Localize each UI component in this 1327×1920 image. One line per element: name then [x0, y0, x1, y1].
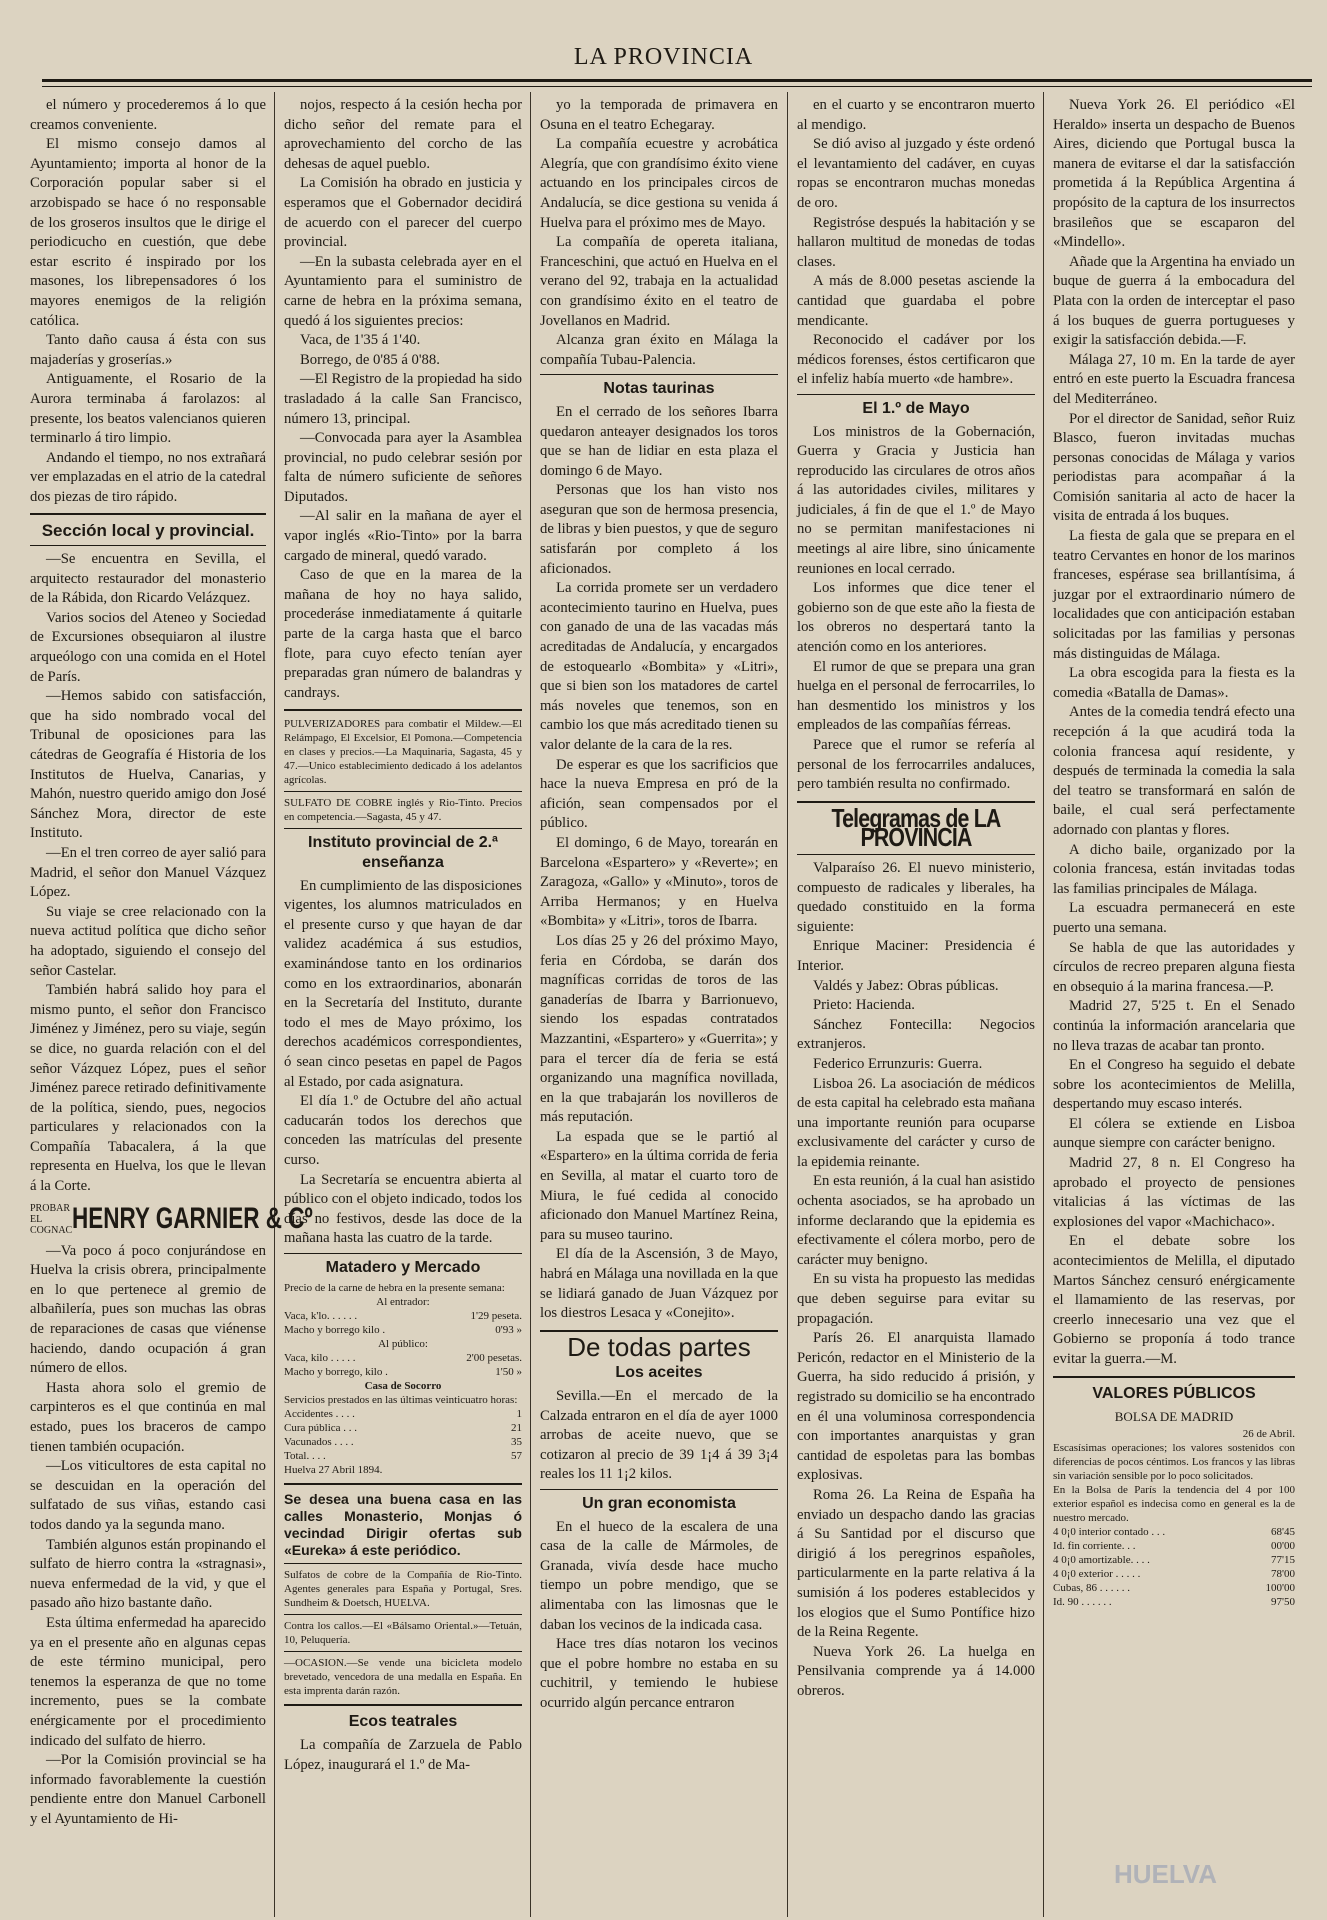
table-row — [284, 1323, 522, 1337]
article-text — [284, 96, 522, 703]
paragraph: Los días 25 y 26 del próximo Mayo, feria en Córdoba, se darán dos magníficas corridas de toros de las ganaderías de Ibarra y Barrionuevo, siendo los espadas contratados Mazzantini, «Espartero» y «Guerrita»; y para el tercer día de feria se está organizando una magnífica novillada, en la que trabajarán los novilleros de más reputación. — [540, 932, 778, 1126]
paragraph: Hasta ahora solo el gremio de carpinteros es el que continúa en mal estado, pues los braceros de campo tienen también ocupación. — [30, 1379, 266, 1455]
row-value: 00'00 — [1271, 1539, 1295, 1552]
paragraph: Reconocido el cadáver por los médicos forenses, éstos certificaron que el infeliz había muerto «de hambre». — [797, 332, 1035, 388]
paragraph: Borrego, de 0'85 á 0'88. — [300, 351, 440, 368]
paragraph: A más de 8.000 pesetas asciende la cantidad que guardaba el pobre mendicante. — [797, 273, 1035, 329]
table-row — [284, 1435, 522, 1449]
table-row — [284, 1407, 522, 1421]
table-row — [1053, 1553, 1295, 1567]
column-rule — [787, 92, 788, 1917]
article-text — [797, 859, 1035, 1702]
divider — [1053, 1376, 1295, 1378]
divider — [284, 1651, 522, 1652]
divider — [30, 513, 266, 515]
column-5 — [1053, 96, 1295, 1916]
row-label: Macho y borrego kilo . — [284, 1324, 386, 1337]
row-label: Accidentes . . . . — [284, 1408, 355, 1421]
column-4 — [797, 96, 1035, 1916]
paragraph: —Por la Comisión provincial se ha informado favorablemente la cuestión pendiente entre don Manuel Carbonell y el Ayuntamiento de Hi- — [30, 1752, 266, 1827]
ad-sulfatos: Sulfatos de cobre de la Compañía de Rio-Tinto. Agentes generales para España y Portugal, Sres. Sundheim & Doetsch, HUELVA. — [284, 1569, 522, 1610]
heading-aceites: Los aceites — [615, 1364, 703, 1382]
paragraph: Los informes que dice tener el gobierno son de que este año la fiesta de los obreros no despertará tanto la atención como en los anteriores. — [797, 580, 1035, 656]
paragraph: Registróse después la habitación y se hallaron multitud de monedas de todas clases. — [797, 214, 1035, 270]
divider — [284, 828, 522, 829]
table-row — [284, 1365, 522, 1379]
row-label: Vaca, kilo . . . . . — [284, 1352, 356, 1365]
socorro-list — [284, 1407, 522, 1449]
paragraph: Madrid 27, 8 n. El Congreso ha aprobado el proyecto de pensiones vitalicias á las víctimas de las explosiones del vapor «Machichaco». — [1053, 1155, 1295, 1230]
paragraph: —Hemos sabido con satisfacción, que ha sido nombrado vocal del Tribunal de oposiciones para las cátedras de Geografía é Historia de los Institutos de Huelva, Canarias, y Mahón, nuestro querido amigo don José Sánchez Mora, director de este Instituto. — [30, 688, 266, 842]
wanted-ad: Se desea una buena casa en las calles Monasterio, Monjas ó vecindad Dirigir ofertas sub «Eureka» á este periódico. — [284, 1491, 522, 1559]
table-row — [1053, 1525, 1295, 1539]
paragraph: Valdés y Jabez: Obras públicas. — [813, 977, 999, 994]
row-value: 77'15 — [1271, 1553, 1295, 1566]
paragraph: La espada que se le partió al «Espartero» en la última corrida de feria en Sevilla, al matar el cuarto toro de Miura, le fué cedida al conocido aficionado don Manuel Martínez Reina, para su museo taurino. — [540, 1128, 778, 1243]
paragraph: —Va poco á poco conjurándose en Huelva la crisis obrera, principalmente en lo que pertenece al gremio de albañilería, pues son muchas las obras de reparaciones de casas que viénense haciendo, dando ocupación á gran número de ellos. — [30, 1242, 266, 1377]
paragraph: El día 1.º de Octubre del año actual caducarán todos los derechos que conceden las matrículas del presente curso. — [284, 1093, 522, 1168]
heading-mayo: El 1.º de Mayo — [862, 399, 970, 417]
paragraph: Prieto: Hacienda. — [813, 997, 915, 1014]
paragraph: El mismo consejo damos al Ayuntamiento; importa al honor de la Corporación popular saber si el arzobispado se hace ó no responsable de los groseros insultos que le dirige el periodicucho en cuestión, que debe estar escrito é inspirado por los masones, los librepensadores ó los mayores enemigos de la religión católica. — [30, 136, 266, 329]
paragraph: Sevilla.—En el mercado de la Calzada entraron en el día de ayer 1000 arrobas de aceite nuevo, que se cotizaron al precio de 39 1¡4 á 39 3¡4 reales los 11 1¡2 kilos. — [540, 1388, 778, 1483]
paragraph: —Convocada para ayer la Asamblea provincial, no pudo celebrar sesión por falta de número suficiente de señores Diputados. — [284, 430, 522, 505]
divider — [284, 1253, 522, 1254]
heading-telegramas: Telegramas de LA PROVINCIA — [831, 802, 1001, 853]
article-text — [540, 1387, 778, 1485]
paragraph: Vaca, de 1'35 á 1'40. — [300, 332, 421, 349]
ad-ocasion: —OCASION.—Se vende una bicicleta modelo brevetado, vencedora de una medalla en España. En esta imprenta darán razón. — [284, 1657, 522, 1698]
paragraph: —Los viticultores de esta capital no se descuidan en la operación del sulfatado de sus viñas, estando casi todos dando ya la segunda mano. — [30, 1458, 266, 1533]
paragraph: El rumor de que se prepara una gran huelga en el personal de ferrocarriles, lo han desmentido los ministros y los empleados de las compañías férreas. — [797, 658, 1035, 734]
column-3 — [540, 96, 778, 1916]
ad-callos: Contra los callos.—El «Bálsamo Oriental.»—Tetuán, 10, Peluquería. — [284, 1620, 522, 1647]
heading-taurinas: Notas taurinas — [603, 380, 715, 398]
divider — [540, 1489, 778, 1490]
paragraph: Nueva York 26. La huelga en Pensilvania comprende ya á 14.000 obreros. — [797, 1643, 1035, 1699]
paragraph: nojos, respecto á la cesión hecha por dicho señor del remate para el aprovechamiento del corcho de las dehesas de aquel pueblo. — [284, 97, 522, 172]
paragraph: Antiguamente, el Rosario de la Aurora terminaba á farolazos: al presente, los beatos valencianos quieren terminarlo á tiro limpio. — [30, 371, 266, 447]
paragraph: Federico Errunzuris: Guerra. — [813, 1055, 983, 1072]
divider — [284, 1563, 522, 1564]
article-text — [284, 1736, 522, 1775]
row-value: 2'00 pesetas. — [466, 1352, 522, 1365]
ad-sulfato: SULFATO DE COBRE inglés y Rio-Tinto. Precios en competencia.—Sagasta, 45 y 47. — [284, 797, 522, 824]
paragraph: El cólera se extiende en Lisboa aunque siempre con carácter benigno. — [1053, 1115, 1295, 1152]
price-list — [284, 1309, 522, 1337]
row-value: 1'50 » — [495, 1366, 522, 1379]
paragraph: Se habla de que las autoridades y círculos de recreo preparen alguna fiesta en obsequio á la marina francesa.—P. — [1053, 939, 1295, 995]
article-text — [284, 877, 522, 1249]
paragraph: En el debate sobre los acontecimientos de Melilla, el diputado Martos Sánchez censuró enérgicamente el llamamiento de las reservas, por creerlo innecesario una vez que el Gobierno se proponía á todo trance evitar la guerra.—M. — [1053, 1233, 1295, 1367]
divider — [284, 1614, 522, 1615]
heading-todas-partes: De todas partes — [567, 1331, 751, 1362]
paragraph: En el Congreso ha seguido el debate sobre los acontecimientos de Melilla, despertando muy escaso interés. — [1053, 1057, 1295, 1113]
row-value: 35 — [511, 1436, 522, 1449]
paragraph: yo la temporada de primavera en Osuna en el teatro Echegaray. — [540, 97, 778, 133]
row-label: Cubas, 86 . . . . . . — [1053, 1581, 1130, 1594]
row-value: 68'45 — [1271, 1525, 1295, 1538]
row-label: Vaca, k'lo. . . . . . — [284, 1310, 358, 1323]
masthead: LA PROVINCIA — [573, 44, 754, 70]
paragraph: Por el director de Sanidad, señor Ruiz Blasco, fueron invitadas muchas personas conocidas de Málaga y varios periodistas para acompañar á la Comisión sanitaria al acto de hacer la visita de entrada á los buques. — [1053, 410, 1295, 525]
paragraph: Hace tres días notaron los vecinos que el pobre hombre no estaba en su cuchitril, y temiendo le hubiese ocurrido algún percance entraron — [540, 1636, 778, 1711]
row-value: 21 — [511, 1422, 522, 1435]
ad-pulverizadores: PULVERIZADORES para combatir el Mildew.—El Relámpago, El Excelsior, El Pomona.—Competencia en clases y precios.—La Maquinaria, Sagasta, 45 y 47.—Unico establecimiento dedicado á los adelantos agrícolas. — [284, 718, 522, 787]
heading-valores: VALORES PÚBLICOS — [1092, 1384, 1256, 1402]
paragraph: Sánchez Fontecilla: Negocios extranjeros. — [797, 1016, 1035, 1053]
section-title: Sección local y provincial. — [41, 521, 255, 541]
paragraph: Caso de que en la marea de la mañana de hoy no haya salido, procederáse inmediatamente á quitarle parte de la carga hasta que el barco flote, para cuyo efecto tenían ayer preparadas gran número de balandras y candrays. — [284, 567, 522, 701]
paragraph: Los ministros de la Gobernación, Guerra y Gracia y Justicia han reproducido las circulares de otros años á las autoridades civiles, militares y judiciales, á fin de que el 1.º de Mayo no se permitan manifestaciones ni meetings al aire libre, sino únicamente reuniones en local cerrado. — [797, 423, 1035, 577]
column-2 — [284, 96, 522, 1916]
paragraph: También algunos están propinando el sulfato de hierro contra la «stragnasi», nueva enfermedad de la vid, y que el pasado año hizo bastante daño. — [30, 1536, 266, 1612]
paragraph: La corrida promete ser un verdadero acontecimiento taurino en Huelva, pues con ganado de una de las vacadas más acreditadas de Andalucía, y encargados de estoquearlo «Bombita» y «Litri», que si bien son los matadores de cartel más noveles que tenemos, son en cambio los que más acreditado tienen su valor delante de la cara de la res. — [540, 580, 778, 753]
row-value: 78'00 — [1271, 1567, 1295, 1580]
paragraph: En el cerrado de los señores Ibarra quedaron anteayer designados los toros que se han de lidiar en esta plaza el domingo 6 de Mayo. — [540, 403, 778, 479]
cognac-ad — [30, 1202, 313, 1236]
row-value: 100'00 — [1265, 1581, 1295, 1594]
paragraph: Tanto daño causa á ésta con sus majaderías y groserías.» — [30, 332, 266, 368]
table-row — [284, 1421, 522, 1435]
row-label: 4 0¡0 amortizable. . . . — [1053, 1553, 1150, 1566]
divider — [284, 1704, 522, 1706]
paragraph: Esta última enfermedad ha aparecido ya en el presente año en algunas cepas de este término municipal, pero tenemos la esperanza de que no tome incremento, pues se la combate enérgicamente por el procedimiento indicado del sulfato de hierro. — [30, 1614, 266, 1749]
divider — [797, 854, 1035, 855]
table-row — [1053, 1567, 1295, 1581]
paragraph: En cumplimiento de las disposiciones vigentes, los alumnos matriculados en el presente curso y que hayan de dar validez académica á sus estudios, examinándose tanto en los ordinarios como en los extraordinarios, abonarán en la Secretaría del Instituto, durante todo el mes de Mayo próximo, los derechos académicos correspondientes, ó sean cinco pesetas en papel de Pagos al Estado, por cada asignatura. — [284, 877, 522, 1090]
article-text — [30, 550, 266, 1197]
paragraph: El día de la Ascensión, 3 de Mayo, habrá en Málaga una novillada en la que se lidiará ganado de Juan Vázquez por los diestros Lesaca y «Conejito». — [540, 1246, 778, 1322]
column-rule — [274, 92, 275, 1917]
paragraph: Varios socios del Ateneo y Sociedad de Excursiones obsequiaron al ilustre arqueólogo con una comida en el Hotel de París. — [30, 609, 266, 685]
paragraph: La compañía de opereta italiana, Franceschini, que actuó en Huelva en el verano del 92, trabaja en la actualidad con grandísimo éxito en el teatro de Jovellanos en Madrid. — [540, 234, 778, 329]
article-text — [540, 403, 778, 1324]
paragraph: Nueva York 26. El periódico «El Heraldo» inserta un despacho de Buenos Aires, diciendo que Portugal busca la manera de evitarse el dar la satisfacción prometida á la República Argentina á propósito de la captura de los insurrectos brasileños que se escaparon del «Mindello». — [1053, 97, 1295, 251]
paragraph: —En el tren correo de ayer salió para Madrid, el señor don Manuel Vázquez López. — [30, 844, 266, 901]
divider — [284, 709, 522, 711]
row-label: Cura pública . . . — [284, 1422, 358, 1435]
article-text — [30, 1242, 266, 1830]
row-label: 4 0¡0 interior contado . . . — [1053, 1525, 1166, 1538]
bolsa-rows — [1053, 1525, 1295, 1609]
paragraph: También habrá salido hoy para el mismo punto, el señor don Francisco Jiménez y Jiménez, pero su viaje, según se dice, no guarda relación con el del señor Vázquez López, pues el señor Jiménez parece retirado definitivamente de la política, siendo, pues, negocios particulares y relacionados con la Compañía Tabacalera, á la que representa en Huelva, los que le llevan á la Corte. — [30, 982, 266, 1195]
row-label: Id. fin corriente. . . — [1053, 1539, 1136, 1552]
article-text — [540, 96, 778, 370]
paragraph: La obra escogida para la fiesta es la comedia «Batalla de Damas». — [1053, 665, 1295, 701]
paragraph: En esta reunión, á la cual han asistido ochenta asociados, se ha aprobado un informe declarando que la epidemia es efectivamente el cólera morbo, pero de carácter muy benigno. — [797, 1173, 1035, 1268]
row-label: Macho y borrego, kilo . — [284, 1366, 388, 1379]
paragraph: En su vista ha propuesto las medidas que deben seguirse para evitar su propagación. — [797, 1271, 1035, 1327]
paragraph: el número y procederemos á lo que creamos conveniente. — [30, 97, 266, 133]
top-rule-thin — [42, 86, 1312, 87]
article-text — [1053, 96, 1295, 1370]
row-label: 4 0¡0 exterior . . . . . — [1053, 1567, 1141, 1580]
paragraph: La fiesta de gala que se prepara en el teatro Cervantes en honor de los marinos franceses, espérase sea brillantísima, á juzgar por el extraordinario número de localidades que con anticipación estaban solicitadas por las familias y personas más distinguidas de Málaga. — [1053, 528, 1295, 662]
table-row — [1053, 1539, 1295, 1553]
ad-brand: HENRY GARNIER & Cº — [72, 1202, 313, 1236]
paragraph: La Secretaría se encuentra abierta al público con el objeto indicado, todos los días no festivos, desde las doce de la mañana hasta las cuatro de la tarde. — [284, 1171, 522, 1247]
heading-economista: Un gran economista — [582, 1494, 736, 1512]
price-list — [284, 1351, 522, 1379]
column-rule — [1043, 92, 1044, 1917]
table-row — [284, 1351, 522, 1365]
paragraph: La compañía ecuestre y acrobática Alegría, que con grandísimo éxito viene actuando en los principales circos de Andalucía, se dice gestiona su venida á Huelva para el próximo mes de Mayo. — [540, 136, 778, 231]
row-value: 0'93 » — [495, 1324, 522, 1337]
paragraph: Añade que la Argentina ha enviado un buque de guerra á la embocadura del Plata con la orden de interceptar el paso á los buques de guerra portugueses y exigir la satisfacción debida.—F. — [1053, 253, 1295, 349]
heading-bolsa: BOLSA DE MADRID — [1114, 1409, 1234, 1425]
paragraph: Madrid 27, 5'25 t. En el Senado continúa la información arancelaria que no lleva trazas de acabar tan pronto. — [1053, 998, 1295, 1054]
divider — [284, 1483, 522, 1485]
divider — [284, 791, 522, 792]
row-value: 1'29 peseta. — [470, 1310, 522, 1323]
paragraph: París 26. El anarquista llamado Pericón, redactor en el Ministerio de la Guerra, ha sido reducido á prisión, y registrado su domicilio se ha encontrado en él una voluminosa correspondencia con importantes anarquistas y gran cantidad de espoletas para las bombas explosivas. — [797, 1330, 1035, 1484]
paragraph: De esperar es que los sacrificios que hace la nueva Empresa en pró de la afición, sean compensados por el público. — [540, 756, 778, 832]
divider — [797, 394, 1035, 395]
heading-matadero: Matadero y Mercado — [325, 1258, 481, 1276]
bolsa-table: 26 de Abril. Escasísimas operaciones; los valores sostenidos con diferencias de pocos céntimos. Los francos y las libras sin variación sensible por lo poco solicitados. En la Bolsa de París la tendencia del 4 por 100 exterior español es indecisa como en general es la de nuestro mercado. 4 0¡0 interior contado . . . 68'45 Id. fin corriente. . . 00'00 4 0¡0 amortizable. . . . 77'15 4 0¡0 exterior . . . . . 78'00 Cubas, 86 . . . . . . 100'00 Id. 90 . . . . . . 97'50 — [1053, 1427, 1295, 1608]
row-label: Vacunados . . . . — [284, 1436, 354, 1449]
article-text — [30, 96, 266, 507]
paragraph: En el hueco de la escalera de una casa de la calle de Mármoles, de Granada, vivía desde hace mucho tiempo un pobre mendigo, que se alimentaba con las limosnas que le daban los vecinos de la indicada casa. — [540, 1518, 778, 1633]
paragraph: Valparaíso 26. El nuevo ministerio, compuesto de radicales y liberales, ha quedado constituido en la forma siguiente: — [797, 859, 1035, 935]
table-row — [284, 1309, 522, 1323]
table-row — [1053, 1595, 1295, 1609]
paragraph: Alcanza gran éxito en Málaga la compañía Tubau-Palencia. — [540, 332, 778, 368]
row-label: Id. 90 . . . . . . — [1053, 1595, 1112, 1608]
archive-stamp: HUELVA — [1113, 1859, 1217, 1889]
paragraph: Roma 26. La Reina de España ha enviado un despacho dando las gracias á Su Santidad por el discurso que dirigió á los peregrinos españoles, particularmente en la parte relativa á la sumisión á los poderes establecidos y los elogios que el Sumo Pontífice hizo de la Reina Regente. — [797, 1486, 1035, 1641]
divider — [540, 374, 778, 375]
heading-instituto: Instituto provincial de 2.ª enseñanza — [308, 834, 498, 871]
paragraph: —Se encuentra en Sevilla, el arquitecto restaurador del monasterio de la Rábida, don Ricardo Velázquez. — [30, 551, 266, 607]
row-value: 97'50 — [1271, 1595, 1295, 1608]
paragraph: Andando el tiempo, no nos extrañará ver emplazadas en el atrio de la catedral dos piezas de tiro rápido. — [30, 449, 266, 505]
paragraph: Lisboa 26. La asociación de médicos de esta capital ha celebrado esta mañana una importante reunión para ocuparse exclusivamente del carácter y curso de la epidemia reinante. — [797, 1075, 1035, 1170]
paragraph: La compañía de Zarzuela de Pablo López, inaugurará el 1.º de Ma- — [284, 1737, 522, 1773]
ad-label: PROBAR EL COGNAC — [30, 1202, 73, 1236]
socorro-total: Total. . . . 57 — [284, 1450, 522, 1463]
column-rule — [530, 92, 531, 1917]
paragraph: —En la subasta celebrada ayer en el Ayuntamiento para el suministro de carne de hebra en la próxima semana, quedó á los siguientes precios: — [284, 253, 522, 329]
column-1 — [30, 96, 313, 1916]
article-text — [540, 1518, 778, 1714]
paragraph: Personas que los han visto nos aseguran que son de hermosa presencia, de libras y bien puestos, y que de seguro satisfarán por completo á los aficionados. — [540, 482, 778, 577]
paragraph: La Comisión ha obrado en justicia y esperamos que el Gobernador decidirá de acuerdo con el parecer del cuerpo provincial. — [284, 175, 522, 251]
paragraph: Antes de la comedia tendrá efecto una recepción á la que acudirá toda la colonia francesa aquí residente, y después de terminada la comedia la sala del teatro se transformará en salón de baile, el cual será perfectamente adornado con plantas y flores. — [1053, 704, 1295, 838]
paragraph: en el cuarto y se encontraron muerto al mendigo. — [797, 97, 1035, 133]
article-text — [797, 423, 1035, 795]
top-rule — [42, 79, 1312, 82]
divider — [30, 545, 266, 546]
heading-ecos: Ecos teatrales — [348, 1713, 458, 1731]
paragraph: Parece que el rumor se refería al personal de los ferrocarriles andaluces, pero también resulta no confirmado. — [797, 737, 1035, 793]
market-prices: Precio de la carne de hebra en la presente semana: Al entrador: Vaca, k'lo. . . . . . 1'29 peseta. Macho y borrego kilo . 0'93 » Al público: Vaca, kilo . . . . . 2'00 pesetas. Macho y borrego, kilo . 1'50 » Casa de Socorro Servicios prestados en las últimas veinticuatro horas: Accidentes . . . . 1 Cura pública . . . 21 Vacunados . . . . 35 Total. . . . 57 Huelva 27 Abril 1894. — [284, 1282, 522, 1477]
paragraph: —El Registro de la propiedad ha sido trasladado á la calle San Francisco, número 13, principal. — [284, 371, 522, 427]
paragraph: Enrique Maciner: Presidencia é Interior. — [797, 938, 1035, 974]
row-value: 1 — [516, 1408, 522, 1421]
paragraph: La escuadra permanecerá en este puerto una semana. — [1053, 900, 1295, 936]
paragraph: Su viaje se cree relacionado con la nueva actitud política que dicho señor ha adoptado, siguiendo el consejo del señor Castelar. — [30, 903, 266, 979]
article-text — [797, 96, 1035, 390]
paragraph: A dicho baile, organizado por la colonia francesa, están invitadas todas las familias principales de Málaga. — [1053, 841, 1295, 897]
paragraph: —Al salir en la mañana de ayer el vapor inglés «Rio-Tinto» por la barra cargado de mineral, quedó varado. — [284, 508, 522, 564]
paragraph: Málaga 27, 10 m. En la tarde de ayer entró en este puerto la Escuadra francesa del Mediterráneo. — [1053, 351, 1295, 407]
table-row — [1053, 1581, 1295, 1595]
paragraph: El domingo, 6 de Mayo, torearán en Barcelona «Espartero» y «Reverte»; en Zaragoza, «Gallo» y «Minuto», toros de Arriba Hermanos; y en Huelva «Bombita» y «Litri», toros de Ibarra. — [540, 834, 778, 930]
paragraph: Se dió aviso al juzgado y éste ordenó el levantamiento del cadáver, en cuyas ropas se encontraron muchas monedas de oro. — [797, 136, 1035, 211]
